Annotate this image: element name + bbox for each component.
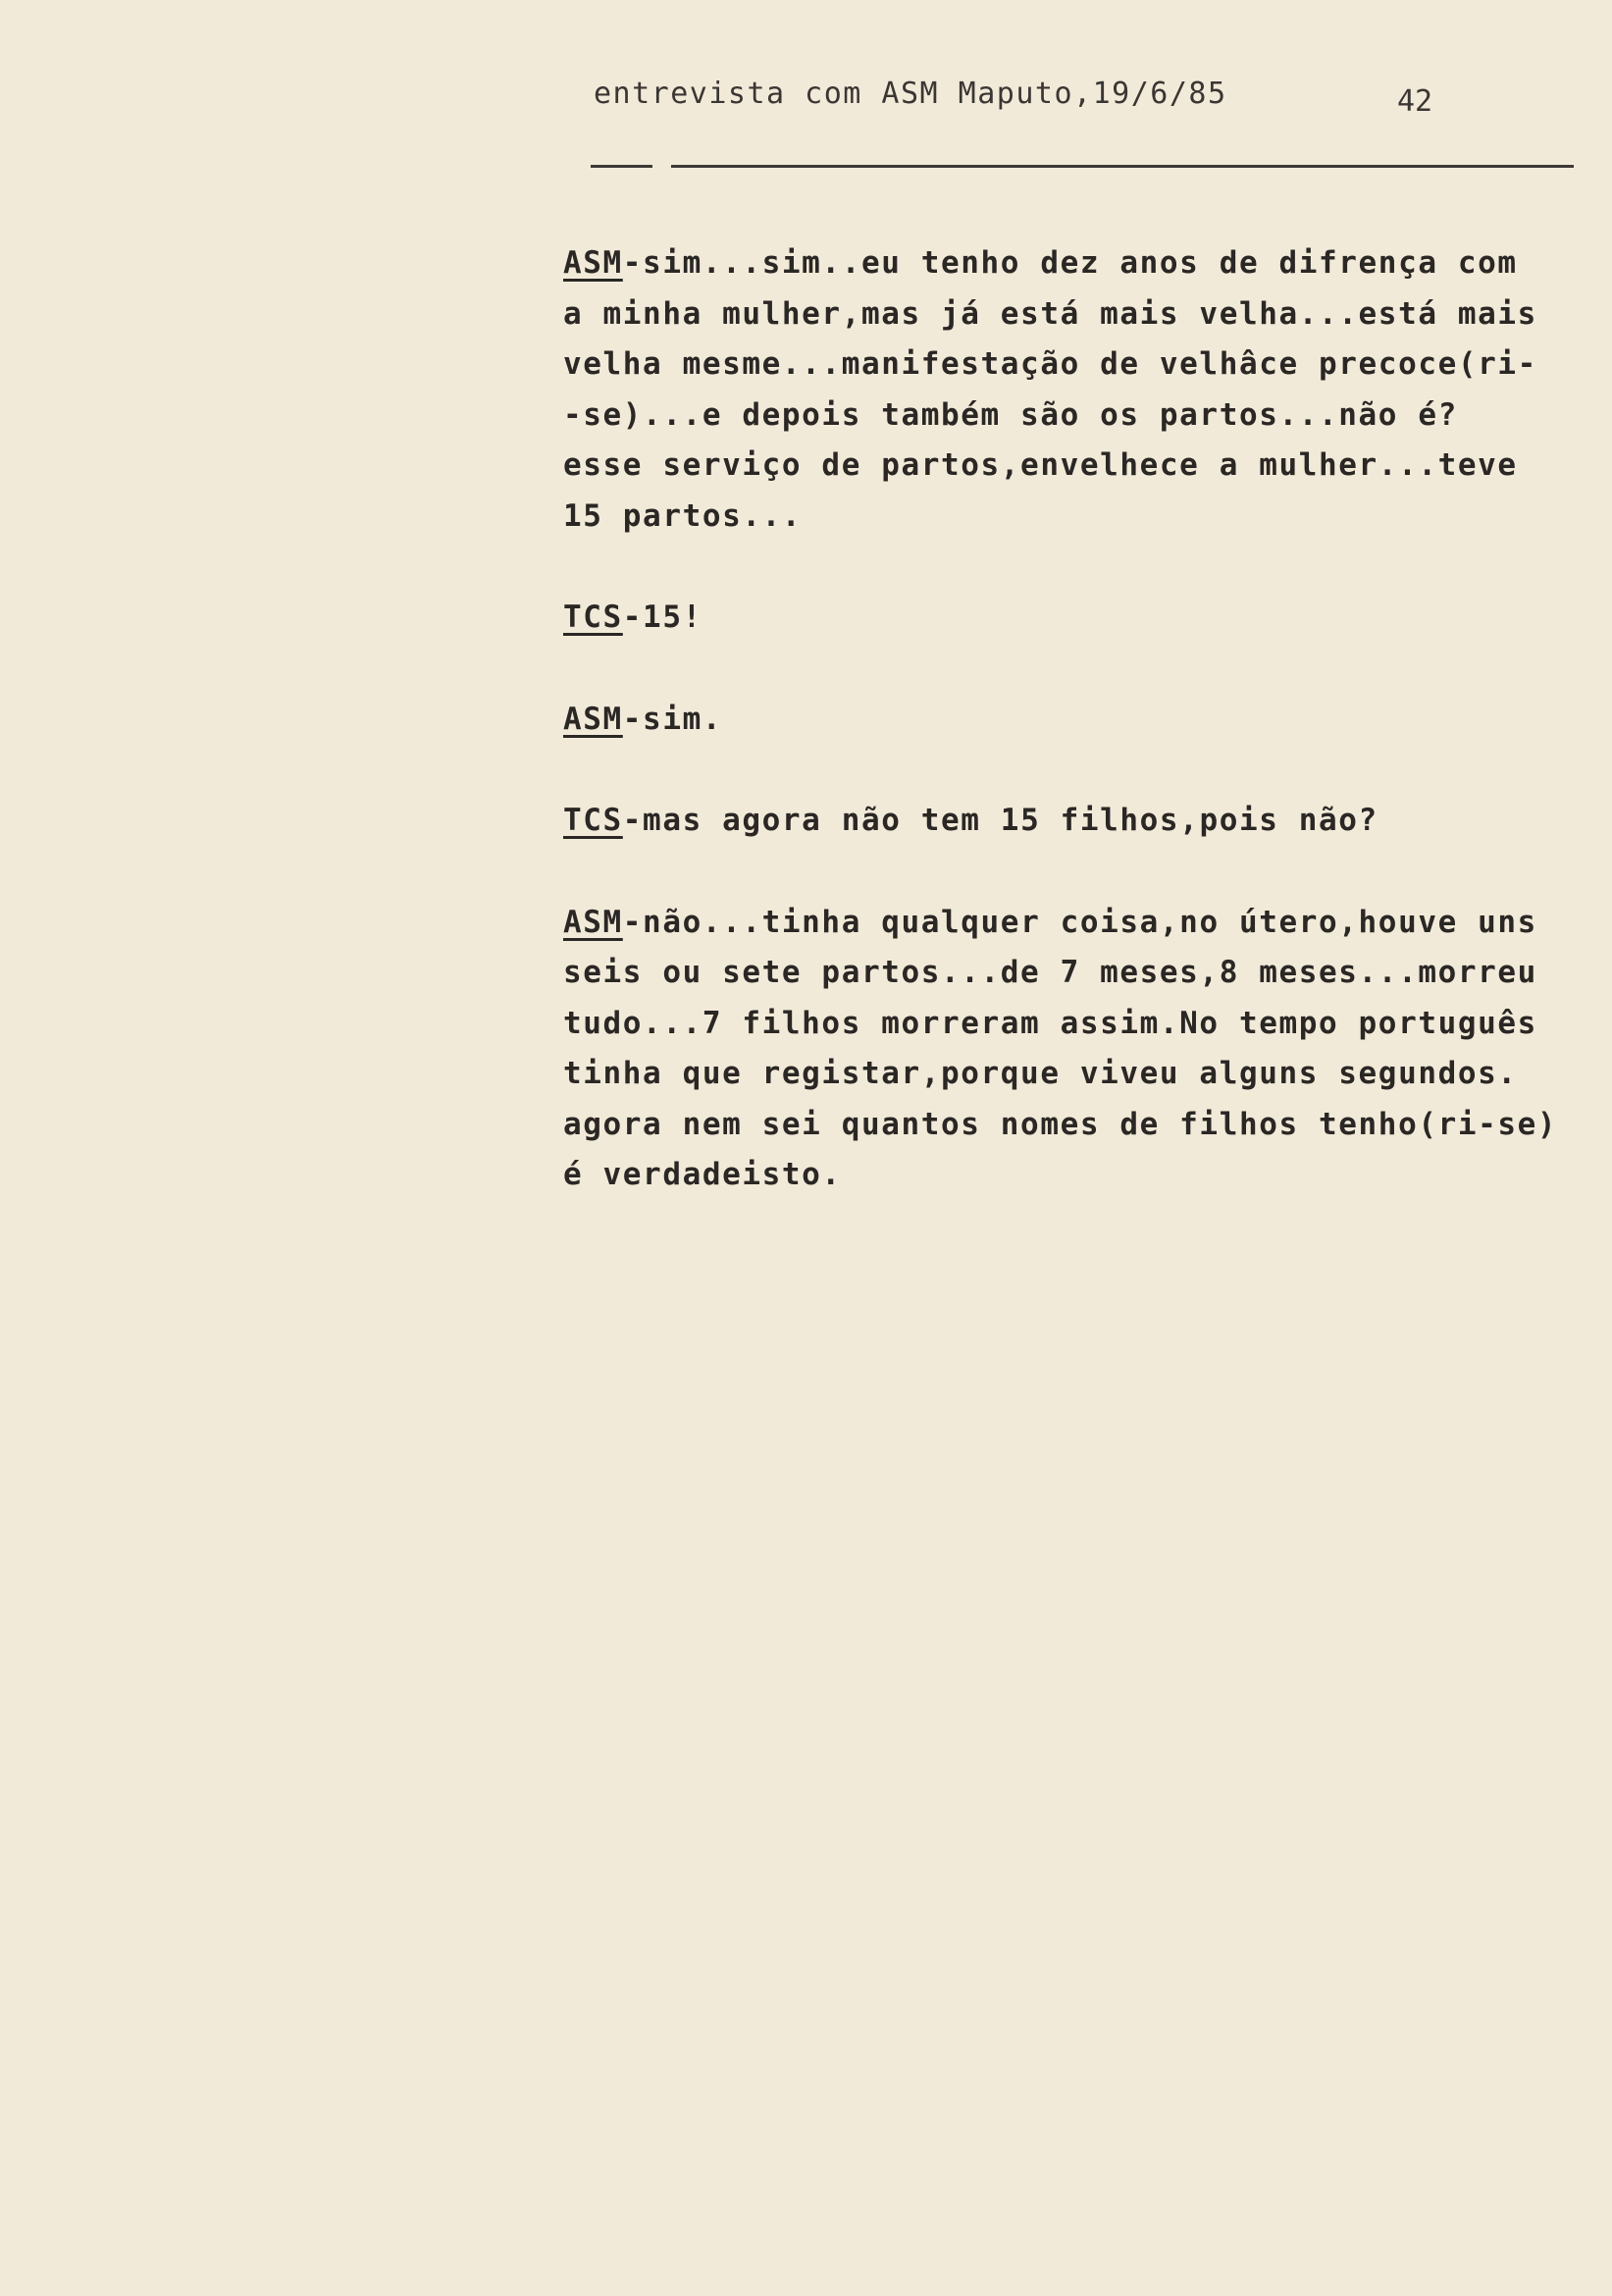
transcript-line: velha mesme...manifestação de velhâce precoce(ri- [563,346,1537,382]
transcript-line [563,238,1588,289]
transcript-line [563,898,1588,949]
transcript-line: 15 partos... [563,497,803,534]
transcript-line [563,796,1588,847]
transcript-paragraph [563,898,1588,1201]
line-text: -15! [622,600,702,635]
transcript-paragraph [563,796,1588,847]
transcript-line: a minha mulher,mas já está mais velha...está mais [563,295,1537,332]
speaker-label: TCS [563,803,623,838]
transcript-line: esse serviço de partos,envelhece a mulher...teve [563,447,1518,483]
line-text: -sim. [622,701,723,737]
transcript-body [563,238,1588,1201]
page-number: 42 [1397,84,1433,119]
document-header: entrevista com ASM Maputo,19/6/85 [594,77,1227,111]
speaker-label: ASM [563,904,623,940]
transcript-line: seis ou sete partos...de 7 meses,8 meses...morreu [563,955,1537,990]
transcript-line: -se)...e depois também são os partos...não é? [563,396,1458,433]
transcript-line: é verdadeisto. [563,1157,842,1192]
transcript-line [563,695,1588,746]
transcript-line: tudo...7 filhos morreram assim.No tempo português [563,1005,1537,1041]
line-text: -sim...sim..eu tenho dez anos de difrença com [622,245,1518,281]
line-text: -não...tinha qualquer coisa,no útero,houve uns [622,904,1537,940]
speaker-label: TCS [563,600,623,635]
transcript-line: agora nem sei quantos nomes de filhos tenho(ri-se) [563,1106,1558,1142]
transcript-paragraph [563,695,1588,746]
header-rule-short [591,165,652,168]
speaker-label: ASM [563,245,623,281]
line-text: -mas agora não tem 15 filhos,pois não? [622,803,1378,838]
transcript-paragraph [563,238,1588,542]
transcript-line [563,593,1588,644]
speaker-label: ASM [563,701,623,737]
transcript-paragraph [563,593,1588,644]
header-rule-long [671,165,1574,168]
transcript-line: tinha que registar,porque viveu alguns segundos. [563,1056,1518,1091]
